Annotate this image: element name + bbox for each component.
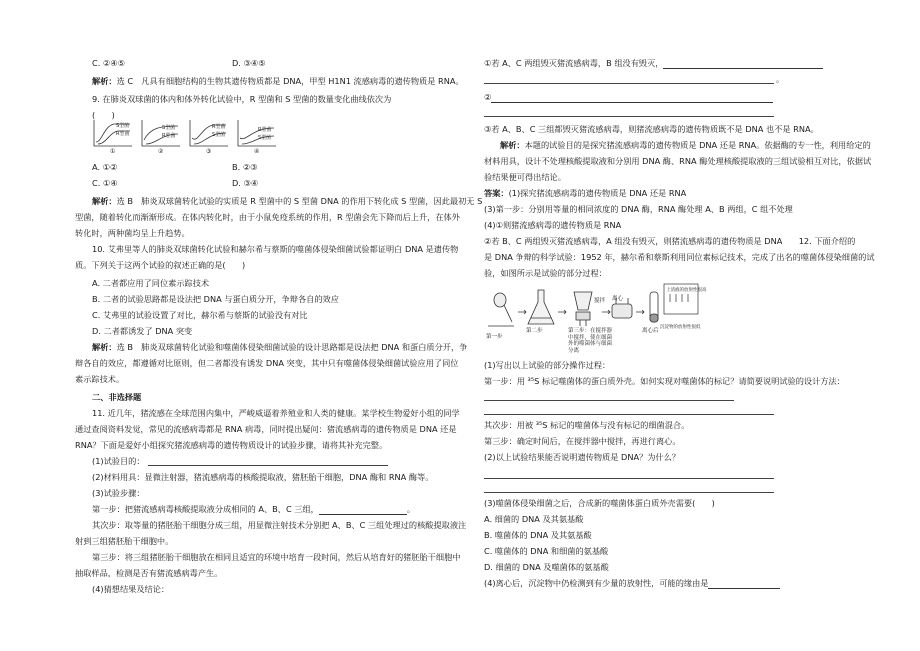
option-b: B. 噬菌体的 DNA 及其氨基酸 (484, 530, 592, 540)
analysis-text: 材料用具，设计不处理核酸提取液和分别用 DNA 酶、RNA 酶处理核酸提取液的三组试验相互对比，依据试 (484, 156, 872, 166)
item-1: (1)试验目的： (92, 456, 145, 466)
analysis-label: 解析： (92, 76, 117, 86)
item-4: (4)猜想结果及结论： (92, 584, 170, 594)
diagram-label: 第二步 (526, 328, 543, 334)
result-1-text: ①若 A、C 两组毁灭猪流感病毒，B 组没有毁灭， (484, 58, 664, 68)
result-3: ③若 A、B、C 三组都毁灭猪流感病毒，则猪流感病毒的遗传物质既不是 DNA 也不是 RNA。 (484, 124, 819, 134)
option-d: D. ③④ (232, 178, 259, 188)
analysis-text: 转化时，两种菌均呈上升趋势。 (75, 228, 190, 238)
curve-figure (90, 118, 290, 154)
item-3: (3)试验步骤： (92, 488, 145, 498)
analysis-text: 选 C 凡具有细胞结构的生物其遗传物质都是 DNA，甲型 H1N1 流感病毒的遗传物质是 RNA。 (116, 76, 464, 86)
diagram-label: 搅拌 (594, 298, 606, 304)
option-d: D. 二者都诱发了 DNA 突变 (92, 326, 193, 336)
result-2 (484, 92, 773, 103)
step-3: 第三步：将三组猪胚胎干细胞放在相同且适宜的环境中培育一段时间，然后从培育好的猪胚胎干细胞中 (92, 552, 461, 562)
analysis-text: 本题的试验目的是探究猪流感病毒的遗传物质是 DNA 还是 RNA。依据酶的专一性，利用给定的 (524, 140, 871, 150)
analysis-label: 解析： (92, 196, 117, 206)
analysis-text: 辩各自的效应，都遵循对比原则，但二者都没有诱发 DNA 突变，其中只有噬菌体侵染细菌试验应用了同位 (75, 358, 459, 368)
item-2: (2)以上试验结果能否说明遗传物质是 DNA？为什么？ (484, 452, 680, 462)
graph-4 (238, 120, 276, 146)
blender-icon (574, 292, 592, 326)
question-10: 10. 艾弗里等人的肺炎双球菌转化试验和赫尔希与蔡斯的噬菌体侵染细菌试验都证明白 DNA 是遗传物 (92, 244, 459, 254)
option-c: C. ②④⑤ (92, 58, 125, 68)
question-11: 11. 近几年，猪流感在全球范围内集中，严峻威逼着养殖业和人类的健康。某学校生物爱好小组的同学 (92, 408, 460, 418)
step-3: 第三步：确定时间后，在搅拌器中搅拌，再进行离心。 (484, 436, 681, 446)
diagram-label: 沉淀物的放射性很低 (660, 325, 701, 330)
answer-text: (3)第一步：分别用等量的相同浓度的 DNA 酶，RNA 酶处理 A、B 两组，C 组不处理 (484, 204, 793, 214)
analysis-text: 选 B 肺炎双球菌转化试验和噬菌体侵染细菌试验的设计思路都是设法把 DNA 和蛋白质分开，争 (116, 342, 468, 352)
analysis-line (92, 196, 482, 207)
fig-label: S型菌 (258, 135, 272, 141)
option-d: D. 细菌的 DNA 及噬菌体的氨基酸 (484, 562, 609, 572)
answer-blank (319, 505, 407, 515)
question-12-text: 验，如图所示是试验的部分过程： (484, 268, 607, 278)
analysis-line (500, 140, 871, 151)
flask-icon (528, 290, 554, 324)
answer-blank (484, 478, 774, 479)
step-1 (92, 504, 415, 515)
result-2-num: ② (484, 92, 492, 102)
answer-line (484, 188, 686, 199)
fig-label: S型菌 (212, 132, 226, 138)
answer-blank (484, 400, 734, 401)
analysis-line (92, 76, 464, 87)
answer-text: (1)探究猪流感病毒的遗传物质是 DNA 还是 RNA (508, 188, 687, 198)
diagram-label: 第一步 (486, 334, 503, 340)
step-2: 其次步：取等量的猪胚胎干细胞分成三组，用显微注射技术分别把 A、B、C 三组处理过的核酸提取液注 (92, 520, 467, 530)
fig-label: S型菌 (116, 123, 130, 129)
question-9: 9. 在肺炎双球菌的体内和体外转化试验中，R 型菌和 S 型菌的数量变化曲线依次为 (92, 94, 392, 104)
answer-text: (4)①则猪流感病毒的遗传物质是 RNA (484, 220, 622, 230)
diagram-label: 上清液的放射性很高 (666, 288, 707, 293)
question-12-text: 是 DNA 争辩的科学试验：1952 年，赫尔希和蔡斯利用同位素标记技术，完成了出名的噬菌体侵染细菌的试 (484, 252, 875, 262)
option-b: B. ②③ (232, 162, 258, 172)
diagram-label: 离心 (612, 296, 624, 302)
tube-icon (650, 292, 658, 322)
analysis-line (92, 342, 467, 353)
answer-blank (484, 83, 774, 84)
option-c: C. ①④ (92, 178, 118, 188)
step-1-text: 第一步：把猪流感病毒核酸提取液分成相同的 A、B、C 三组， (92, 504, 319, 514)
step-2: 其次步：用被 ³⁵S 标记的噬菌体与没有标记的细菌混合。 (484, 420, 690, 430)
option-a: A. 细菌的 DNA 及其氨基酸 (484, 514, 584, 524)
answer-blank (708, 579, 780, 589)
question-11-text: 通过查阅资料发觉，常见的流感病毒都是 RNA 病毒，同时提出疑问：猪流感病毒的遗传物质是 DNA 还是 (75, 424, 457, 434)
fig-number: ② (158, 148, 164, 155)
answer-label: 答案： (484, 188, 509, 198)
result-1 (484, 58, 823, 69)
step-2-text: 射到三组猪胚胎干细胞中。 (75, 536, 174, 546)
fig-number: ④ (254, 148, 260, 155)
diagram-label: 离心后 (642, 328, 659, 334)
answer-blank (663, 59, 823, 69)
item-4-text: (4)离心后，沉淀物中仍检测到有少量的放射性，可能的缘由是 (484, 578, 709, 588)
option-c: C. 噬菌体的 DNA 和细菌的氨基酸 (484, 546, 609, 556)
answer-bracket: ( ) (92, 110, 115, 120)
option-c: C. 艾弗里的试验设置了对比，赫尔希与蔡斯的试验没有对比 (92, 310, 308, 320)
question-11-text: RNA？下面是爱好小组探究猪流感病毒的遗传物质设计的试验步骤，请将其补充完整。 (75, 440, 388, 450)
answer-blank (148, 465, 388, 466)
answer-text: ②若 B、C 两组毁灭猪流感病毒，A 组没有毁灭，则猪流感病毒的遗传物质是 DNA 12. 下面介绍的 (484, 236, 856, 246)
question-10-text: 质。下列关于这两个试验的叙述正确的是( ) (75, 260, 246, 270)
option-b: B. 二者的试验思路都是设法把 DNA 与蛋白质分开，争辩各自的效应 (92, 294, 339, 304)
fig-label: S型菌 (162, 125, 176, 131)
answer-blank (484, 414, 774, 415)
option-a: A. ①② (92, 162, 118, 172)
phage-culture-icon (488, 293, 514, 326)
step-1: 第一步：用 ³⁵S 标记噬菌体的蛋白质外壳。如何实现对噬菌体的标记？请简要说明试验的设计方法： (484, 376, 845, 386)
item-2: (2)材料用具：显微注射器，猪流感病毒的核酸提取液，猪胚胎干细胞，DNA 酶和 RNA 酶等。 (92, 472, 434, 482)
step-3-text: 抽取样品，检测是否有猪流感病毒产生。 (75, 568, 223, 578)
analysis-text: 选 B 肺炎双球菌转化试验的实质是 R 型菌中的 S 型菌 DNA 的作用下转化成 S 型菌，因此最初无 S (116, 196, 483, 206)
diagram-label: 第三步：在搅拌器中搅拌，使在细菌外的噬菌体与细菌分离 (568, 328, 613, 354)
option-d: D. ③④⑤ (232, 58, 266, 68)
analysis-label: 解析： (92, 342, 117, 352)
answer-blank (491, 93, 773, 103)
period: 。 (776, 74, 785, 84)
item-4 (484, 578, 780, 589)
item-1: (1)写出以上试验的部分操作过程： (484, 360, 611, 370)
fig-number: ③ (206, 148, 212, 155)
fig-label: R型菌 (212, 124, 226, 130)
fig-label: R型菌 (258, 127, 272, 133)
fig-label: R型菌 (162, 133, 176, 139)
fig-label: R型菌 (116, 131, 130, 137)
analysis-text: 验结果便可得出结论。 (484, 172, 566, 182)
section-heading: 二、非选择题 (92, 392, 142, 402)
analysis-label: 解析： (500, 140, 525, 150)
answer-blank (484, 116, 774, 117)
analysis-text: 素示踪技术。 (75, 374, 125, 384)
analysis-text: 型菌，随着转化而渐渐形成。在体内转化时，由于小鼠免疫系统的作用，R 型菌会先下降而后上升，在体外 (75, 212, 460, 222)
item-3: (3)噬菌体侵染细菌之后，合成新的噬菌体蛋白质外壳需要( ) (484, 498, 715, 508)
fig-number: ① (110, 148, 116, 155)
option-a: A. 二者都应用了同位素示踪技术 (92, 278, 210, 288)
period: 。 (406, 504, 416, 514)
answer-blank (484, 492, 774, 493)
